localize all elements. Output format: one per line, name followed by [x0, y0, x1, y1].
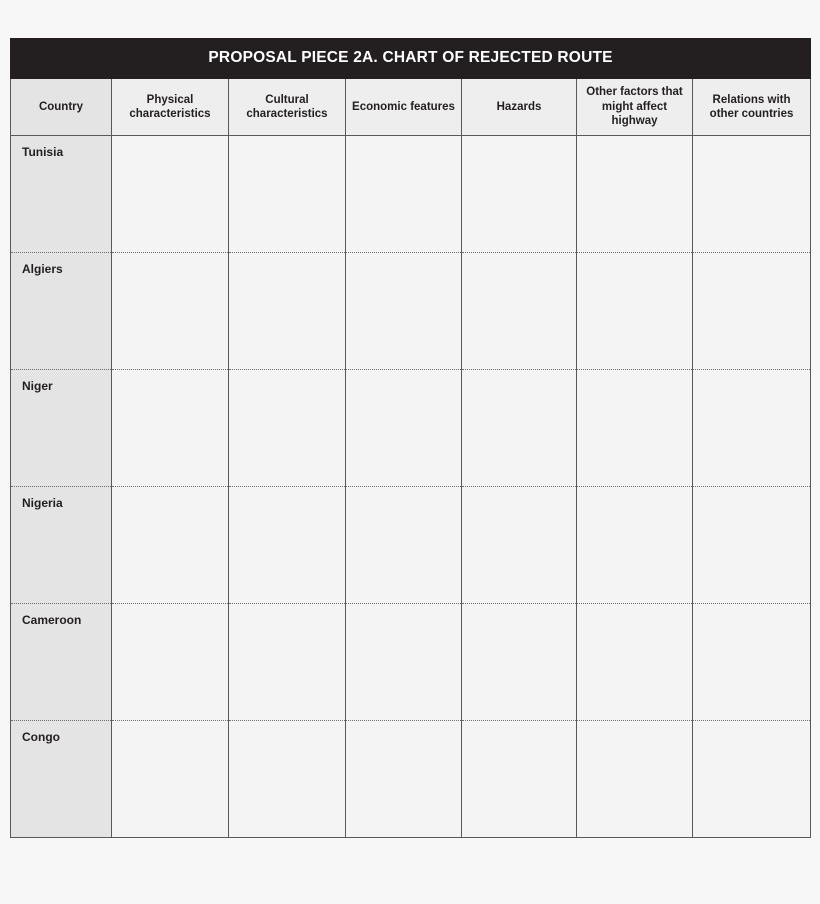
column-header-other-factors: Other factors that might affect highway — [577, 79, 693, 136]
entry-text — [229, 253, 345, 265]
entry-text — [112, 721, 228, 733]
entry-text — [229, 370, 345, 382]
entry-text — [693, 253, 810, 265]
entry-text — [577, 487, 692, 499]
entry-cell[interactable] — [112, 253, 229, 370]
entry-text — [462, 721, 576, 733]
entry-cell[interactable] — [577, 721, 693, 838]
entry-text — [462, 136, 576, 148]
entry-cell[interactable] — [346, 487, 462, 604]
entry-text — [112, 136, 228, 148]
entry-cell[interactable] — [577, 487, 693, 604]
entry-cell[interactable] — [346, 136, 462, 253]
entry-text — [229, 604, 345, 616]
column-header-economic-features: Economic features — [346, 79, 462, 136]
entry-cell[interactable] — [577, 604, 693, 721]
entry-cell[interactable] — [229, 253, 346, 370]
column-header-relations: Relations with other countries — [693, 79, 811, 136]
entry-cell[interactable] — [229, 721, 346, 838]
entry-cell[interactable] — [462, 604, 577, 721]
entry-text — [112, 487, 228, 499]
entry-text — [693, 136, 810, 148]
entry-text — [693, 487, 810, 499]
entry-text — [462, 604, 576, 616]
entry-text — [577, 253, 692, 265]
table-row — [11, 136, 811, 253]
column-header-hazards: Hazards — [462, 79, 577, 136]
column-header-cultural-characteristics: Cultural characteristics — [229, 79, 346, 136]
entry-cell[interactable] — [112, 604, 229, 721]
entry-cell[interactable] — [577, 136, 693, 253]
entry-cell[interactable] — [346, 253, 462, 370]
entry-cell[interactable] — [577, 370, 693, 487]
row-label-niger: Niger — [11, 370, 112, 487]
entry-cell[interactable] — [462, 136, 577, 253]
row-label-congo: Congo — [11, 721, 112, 838]
entry-cell[interactable] — [346, 604, 462, 721]
entry-cell[interactable] — [229, 136, 346, 253]
entry-text — [229, 721, 345, 733]
page-title: PROPOSAL PIECE 2A. CHART OF REJECTED ROUTE — [11, 39, 811, 79]
column-header-physical-characteristics: Physical characteristics — [112, 79, 229, 136]
entry-cell[interactable] — [229, 487, 346, 604]
entry-cell[interactable] — [693, 604, 811, 721]
entry-cell[interactable] — [462, 253, 577, 370]
entry-text — [462, 487, 576, 499]
entry-text — [346, 721, 461, 733]
entry-cell[interactable] — [229, 604, 346, 721]
entry-text — [229, 136, 345, 148]
entry-text — [346, 136, 461, 148]
entry-cell[interactable] — [462, 370, 577, 487]
entry-cell[interactable] — [112, 487, 229, 604]
header-row — [11, 79, 811, 136]
entry-cell[interactable] — [112, 721, 229, 838]
entry-text — [577, 136, 692, 148]
entry-cell[interactable] — [577, 253, 693, 370]
column-header-country: Country — [11, 79, 112, 136]
row-label-nigeria: Nigeria — [11, 487, 112, 604]
entry-text — [577, 604, 692, 616]
entry-text — [462, 253, 576, 265]
table-row — [11, 721, 811, 838]
entry-cell[interactable] — [693, 370, 811, 487]
row-label-tunisia: Tunisia — [11, 136, 112, 253]
entry-text — [346, 487, 461, 499]
entry-cell[interactable] — [346, 721, 462, 838]
entry-cell[interactable] — [693, 487, 811, 604]
entry-cell[interactable] — [693, 721, 811, 838]
entry-text — [112, 604, 228, 616]
entry-cell[interactable] — [112, 370, 229, 487]
entry-cell[interactable] — [693, 253, 811, 370]
row-label-algiers: Algiers — [11, 253, 112, 370]
table-row — [11, 604, 811, 721]
entry-text — [693, 721, 810, 733]
entry-text — [112, 370, 228, 382]
entry-text — [462, 370, 576, 382]
table-row — [11, 370, 811, 487]
entry-cell[interactable] — [229, 370, 346, 487]
worksheet-sheet — [10, 38, 810, 838]
entry-cell[interactable] — [112, 136, 229, 253]
title-row — [11, 39, 811, 79]
entry-text — [112, 253, 228, 265]
entry-cell[interactable] — [462, 487, 577, 604]
entry-text — [577, 370, 692, 382]
entry-cell[interactable] — [693, 136, 811, 253]
entry-text — [346, 370, 461, 382]
rejected-route-chart — [10, 38, 811, 838]
entry-text — [346, 604, 461, 616]
entry-text — [229, 487, 345, 499]
entry-text — [693, 370, 810, 382]
entry-text — [577, 721, 692, 733]
entry-text — [693, 604, 810, 616]
table-row — [11, 487, 811, 604]
row-label-cameroon: Cameroon — [11, 604, 112, 721]
entry-text — [346, 253, 461, 265]
entry-cell[interactable] — [462, 721, 577, 838]
entry-cell[interactable] — [346, 370, 462, 487]
table-row — [11, 253, 811, 370]
